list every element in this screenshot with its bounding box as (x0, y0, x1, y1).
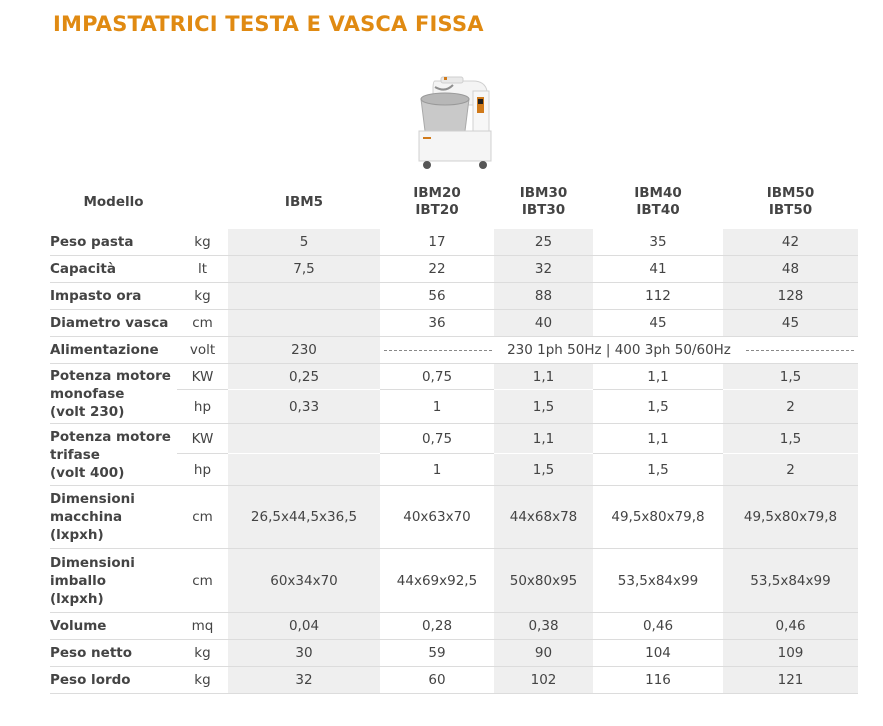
row-unit: hp (177, 390, 228, 424)
dashed-line (746, 350, 854, 351)
model-header: IBM30 IBT30 (494, 176, 593, 229)
table-cell: 1,5 (593, 454, 723, 486)
table-cell: 0,46 (723, 613, 858, 640)
table-cell: 1,5 (494, 390, 593, 424)
table-cell: 41 (593, 256, 723, 283)
row-label: Alimentazione (50, 337, 177, 364)
table-cell: 116 (593, 667, 723, 694)
table-cell (228, 424, 380, 454)
row-label: Peso pasta (50, 229, 177, 256)
table-cell: 1 (380, 454, 494, 486)
table-cell: 90 (494, 640, 593, 667)
table-cell: 1,1 (494, 424, 593, 454)
table-cell: 0,75 (380, 424, 494, 454)
row-unit: kg (177, 667, 228, 694)
table-cell (228, 454, 380, 486)
table-row (50, 486, 858, 549)
row-unit: volt (177, 337, 228, 364)
table-cell: 128 (723, 283, 858, 310)
table-cell: 0,25 (228, 364, 380, 390)
row-label: Diametro vasca (50, 310, 177, 337)
table-cell: 230 (228, 337, 380, 364)
table-cell: 60x34x70 (228, 549, 380, 613)
table-row (50, 256, 858, 283)
table-cell (228, 283, 380, 310)
table-cell: 1,5 (723, 364, 858, 390)
table-cell: 26,5x44,5x36,5 (228, 486, 380, 549)
table-row (50, 667, 858, 694)
table-cell: 56 (380, 283, 494, 310)
table-cell: 0,75 (380, 364, 494, 390)
row-label: Dimensioni imballo (lxpxh) (50, 549, 177, 613)
row-unit: cm (177, 549, 228, 613)
table-cell: 40x63x70 (380, 486, 494, 549)
table-cell: 1 (380, 390, 494, 424)
row-label: Peso netto (50, 640, 177, 667)
header-row (50, 176, 858, 229)
table-cell: 32 (494, 256, 593, 283)
row-unit: cm (177, 310, 228, 337)
table-cell: 45 (723, 310, 858, 337)
table-cell: 1,5 (593, 390, 723, 424)
dashed-line (384, 350, 492, 351)
table-cell: 0,33 (228, 390, 380, 424)
table-cell: 35 (593, 229, 723, 256)
table-cell: 109 (723, 640, 858, 667)
row-unit: mq (177, 613, 228, 640)
table-row (50, 613, 858, 640)
table-cell (228, 310, 380, 337)
table-row (50, 549, 858, 613)
row-label: Capacità (50, 256, 177, 283)
table-row (50, 283, 858, 310)
table-cell: 104 (593, 640, 723, 667)
row-label: Potenza motore monofase (volt 230) (50, 364, 177, 424)
table-cell: 1,1 (593, 364, 723, 390)
table-row (50, 424, 858, 454)
row-label: Potenza motore trifase (volt 400) (50, 424, 177, 486)
table-cell: 17 (380, 229, 494, 256)
model-header: IBM50 IBT50 (723, 176, 858, 229)
table-cell: 44x69x92,5 (380, 549, 494, 613)
table-cell: 0,28 (380, 613, 494, 640)
table-cell: 1,1 (593, 424, 723, 454)
table-cell: 59 (380, 640, 494, 667)
table-cell: 50x80x95 (494, 549, 593, 613)
table-row (50, 310, 858, 337)
row-unit: lt (177, 256, 228, 283)
specs-table (50, 176, 858, 694)
table-cell: 88 (494, 283, 593, 310)
table-row (50, 337, 858, 364)
row-unit: kg (177, 229, 228, 256)
row-unit: KW (177, 364, 228, 390)
header-label: Modello (50, 176, 177, 229)
table-cell: 1,1 (494, 364, 593, 390)
row-label: Peso lordo (50, 667, 177, 694)
table-cell-span (380, 337, 858, 364)
table-cell: 0,04 (228, 613, 380, 640)
table-cell: 22 (380, 256, 494, 283)
spiral-mixer-image (413, 75, 497, 173)
table-row (50, 229, 858, 256)
table-cell: 60 (380, 667, 494, 694)
table-cell: 0,38 (494, 613, 593, 640)
row-unit: kg (177, 640, 228, 667)
row-label: Impasto ora (50, 283, 177, 310)
table-cell: 5 (228, 229, 380, 256)
table-cell: 7,5 (228, 256, 380, 283)
table-cell: 42 (723, 229, 858, 256)
table-cell: 49,5x80x79,8 (593, 486, 723, 549)
alimentazione-span-text: 230 1ph 50Hz | 400 3ph 50/60Hz (507, 342, 731, 358)
table-cell: 0,46 (593, 613, 723, 640)
table-cell: 2 (723, 390, 858, 424)
table-cell: 40 (494, 310, 593, 337)
table-cell: 112 (593, 283, 723, 310)
row-label: Volume (50, 613, 177, 640)
table-row (50, 364, 858, 390)
table-cell: 53,5x84x99 (593, 549, 723, 613)
table-cell: 1,5 (494, 454, 593, 486)
table-cell: 45 (593, 310, 723, 337)
table-row (50, 640, 858, 667)
table-cell: 2 (723, 454, 858, 486)
table-cell: 48 (723, 256, 858, 283)
row-label: Dimensioni macchina (lxpxh) (50, 486, 177, 549)
table-cell: 30 (228, 640, 380, 667)
table-cell: 53,5x84x99 (723, 549, 858, 613)
row-unit: KW (177, 424, 228, 454)
row-unit: cm (177, 486, 228, 549)
table-cell: 49,5x80x79,8 (723, 486, 858, 549)
table-cell: 44x68x78 (494, 486, 593, 549)
table-cell: 1,5 (723, 424, 858, 454)
page-title: IMPASTATRICI TESTA E VASCA FISSA (53, 12, 484, 36)
table-cell: 32 (228, 667, 380, 694)
model-header: IBM20 IBT20 (380, 176, 494, 229)
model-header: IBM40 IBT40 (593, 176, 723, 229)
row-unit: hp (177, 454, 228, 486)
model-header: IBM5 (228, 176, 380, 229)
table-cell: 25 (494, 229, 593, 256)
table-cell: 36 (380, 310, 494, 337)
table-cell: 102 (494, 667, 593, 694)
table-cell: 121 (723, 667, 858, 694)
row-unit: kg (177, 283, 228, 310)
